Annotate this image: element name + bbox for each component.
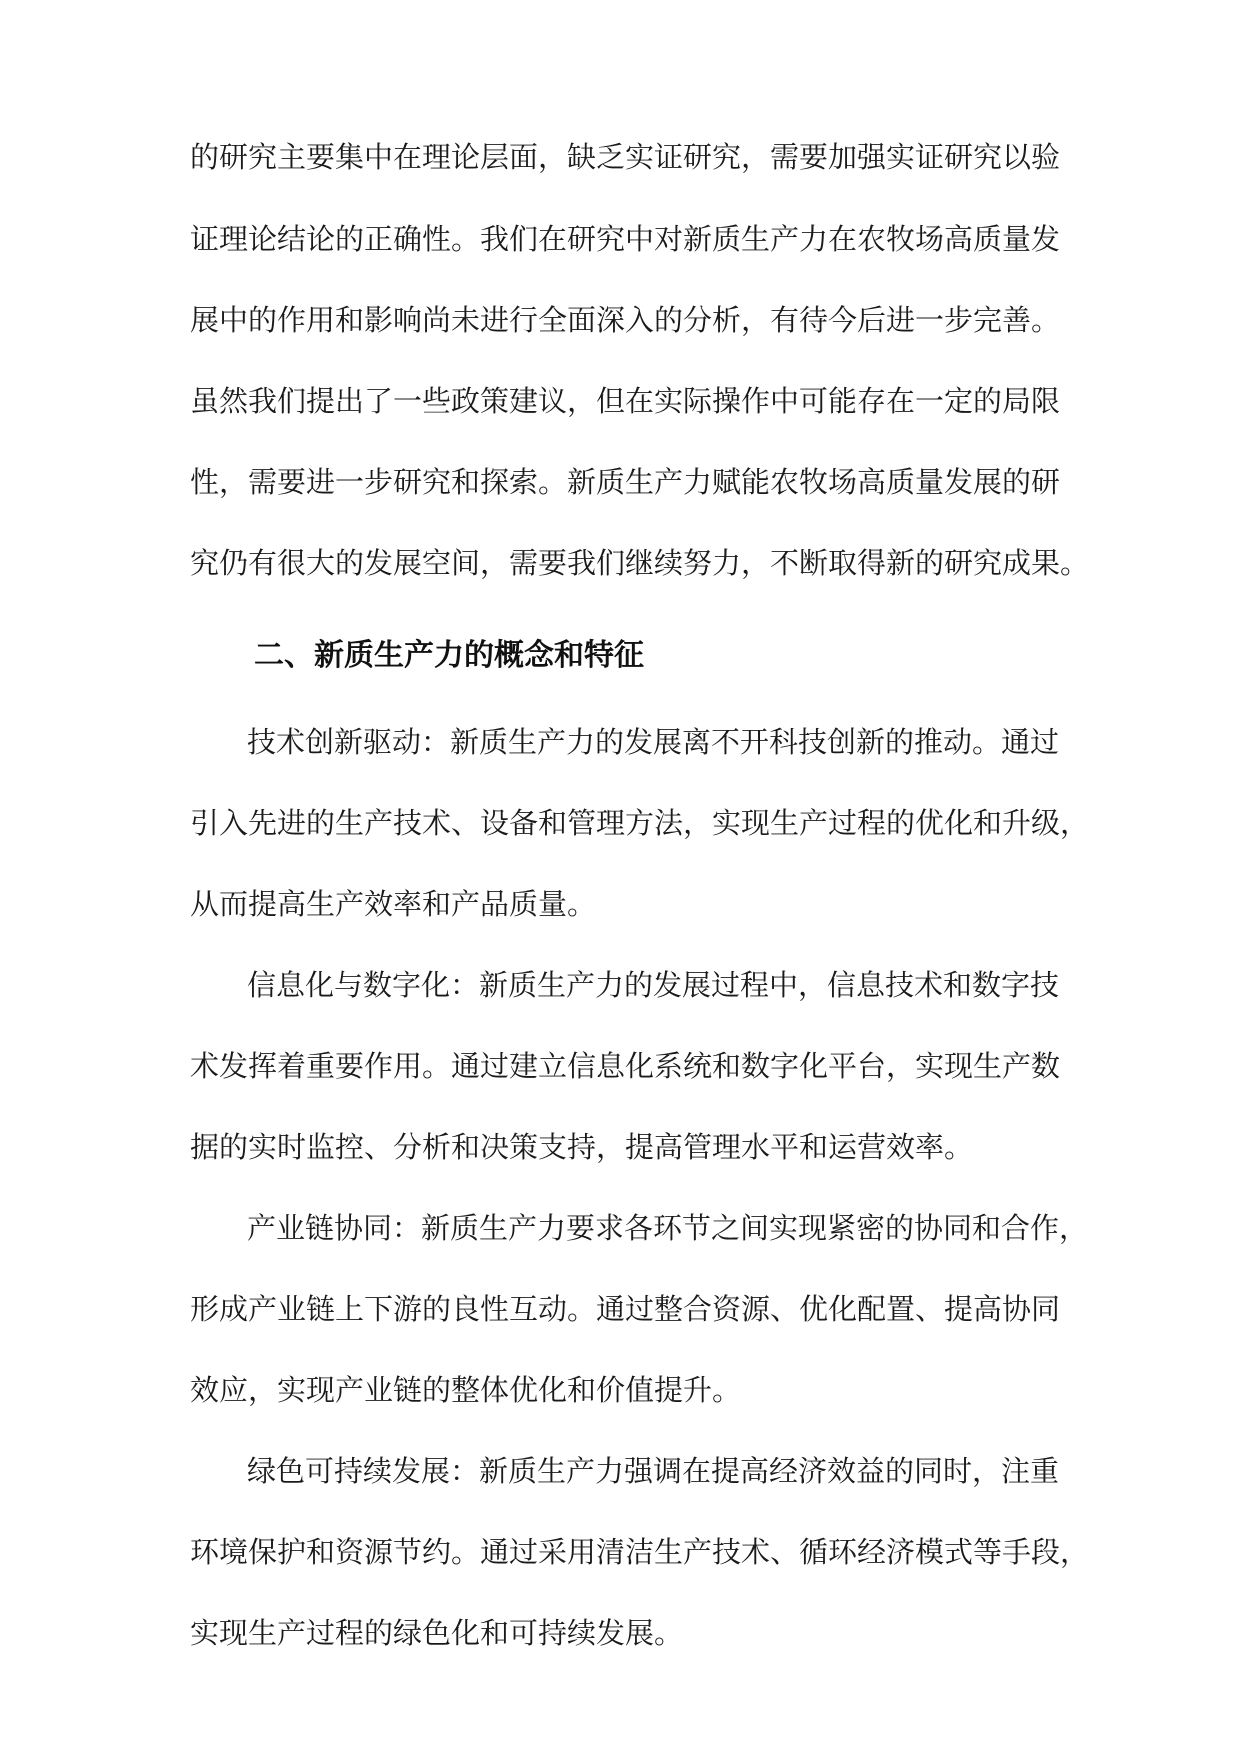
paragraph-4-line-1: 绿色可持续发展：新质生产力强调在提高经济效益的同时，注重 xyxy=(247,1454,1060,1488)
paragraph-2-line-3: 据的实时监控、分析和决策支持，提高管理水平和运营效率。 xyxy=(190,1130,974,1164)
paragraph-4-line-2: 环境保护和资源节约。通过采用清洁生产技术、循环经济模式等手段， xyxy=(190,1535,1090,1569)
paragraph-4-line-3: 实现生产过程的绿色化和可持续发展。 xyxy=(190,1616,684,1650)
paragraph-1-line-3: 从而提高生产效率和产品质量。 xyxy=(190,887,597,921)
intro-line-6: 究仍有很大的发展空间，需要我们继续努力，不断取得新的研究成果。 xyxy=(190,546,1090,580)
paragraph-3-line-1: 产业链协同：新质生产力要求各环节之间实现紧密的协同和合作， xyxy=(247,1211,1089,1245)
paragraph-1-line-1: 技术创新驱动：新质生产力的发展离不开科技创新的推动。通过 xyxy=(247,725,1060,759)
intro-line-1: 的研究主要集中在理论层面，缺乏实证研究，需要加强实证研究以验 xyxy=(190,140,1061,174)
paragraph-3-line-2: 形成产业链上下游的良性互动。通过整合资源、优化配置、提高协同 xyxy=(190,1292,1061,1326)
intro-line-4: 虽然我们提出了一些政策建议，但在实际操作中可能存在一定的局限 xyxy=(190,384,1061,418)
paragraph-2-line-2: 术发挥着重要作用。通过建立信息化系统和数字化平台，实现生产数 xyxy=(190,1049,1061,1083)
paragraph-3-line-3: 效应，实现产业链的整体优化和价值提升。 xyxy=(190,1373,742,1407)
intro-line-3: 展中的作用和影响尚未进行全面深入的分析，有待今后进一步完善。 xyxy=(190,303,1061,337)
paragraph-2-line-1: 信息化与数字化：新质生产力的发展过程中，信息技术和数字技 xyxy=(247,968,1060,1002)
paragraph-1-line-2: 引入先进的生产技术、设备和管理方法，实现生产过程的优化和升级， xyxy=(190,806,1090,840)
section-heading: 二、新质生产力的概念和特征 xyxy=(254,638,644,673)
intro-line-2: 证理论结论的正确性。我们在研究中对新质生产力在农牧场高质量发 xyxy=(190,222,1061,256)
intro-line-5: 性，需要进一步研究和探索。新质生产力赋能农牧场高质量发展的研 xyxy=(190,465,1061,499)
